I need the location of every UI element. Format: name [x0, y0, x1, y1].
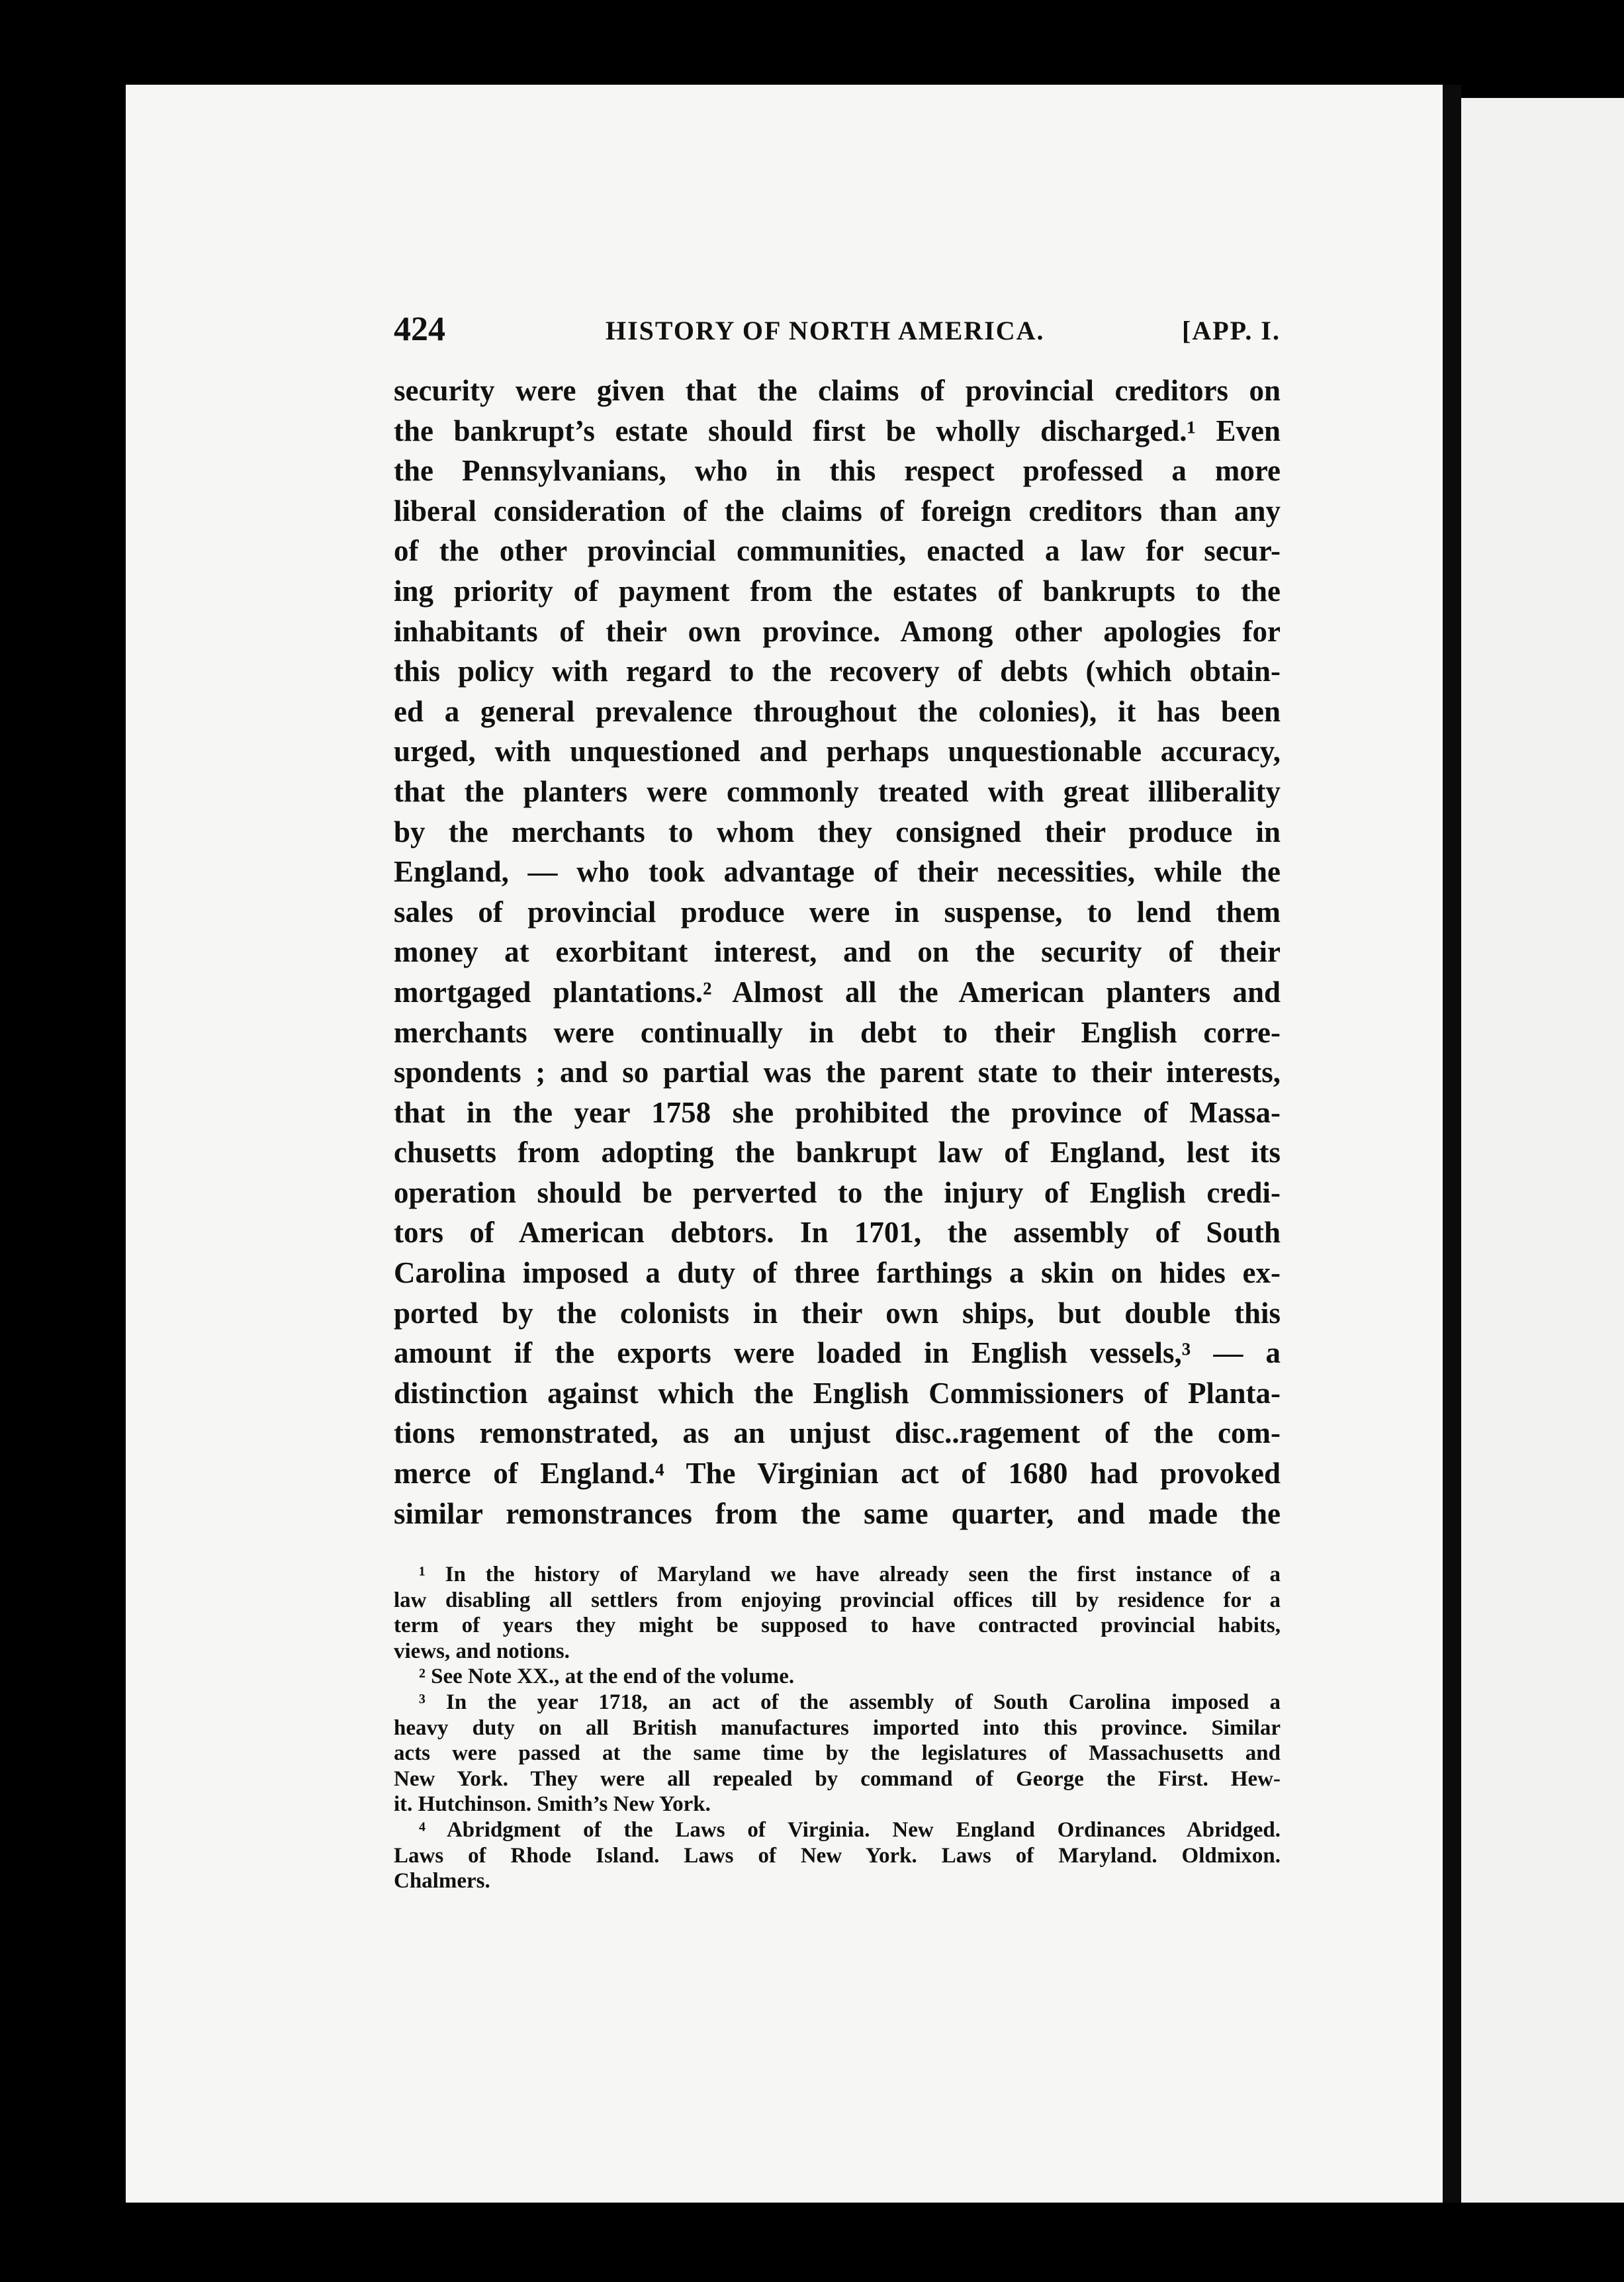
page-gutter — [1443, 85, 1461, 2203]
text-line: inhabitants of their own province. Among other apologies for — [394, 614, 1281, 648]
text-line: tors of American debtors. In 1701, the assembly of South — [394, 1216, 1281, 1250]
text-line: ed a general prevalence throughout the colonies), it has been — [394, 694, 1281, 728]
footnote-line: New York. They were all repealed by command of George the First. Hew- — [394, 1766, 1281, 1791]
footnote-line: term of years they might be supposed to have contracted provincial habits, — [394, 1614, 1281, 1638]
text-line: mortgaged plantations.² Almost all the American planters and — [394, 975, 1281, 1009]
text-line: operation should be perverted to the injury of English credi- — [394, 1175, 1281, 1209]
footnote-line: ³ In the year 1718, an act of the assembly of South Carolina imposed a — [419, 1690, 1281, 1714]
text-line: the Pennsylvanians, who in this respect professed a more — [394, 454, 1281, 488]
text-line: security were given that the claims of provincial creditors on — [394, 374, 1281, 407]
footnote-line: acts were passed at the same time by the legislatures of Massachusetts and — [394, 1741, 1281, 1766]
text-line: distinction against which the English Commissioners of Planta- — [394, 1376, 1281, 1410]
text-line: that the planters were commonly treated with great illiberality — [394, 774, 1281, 808]
text-line: money at exorbitant interest, and on the security of their — [394, 935, 1281, 969]
running-header — [394, 310, 1281, 349]
main-text — [394, 371, 1281, 1533]
footnote-line: ² See Note XX., at the end of the volume. — [419, 1665, 795, 1689]
footnote-line: heavy duty on all British manufactures imported into this province. Similar — [394, 1715, 1281, 1740]
section-label: [APP. I. — [1182, 316, 1281, 345]
text-line: the bankrupt’s estate should first be wholly discharged.¹ Even — [394, 414, 1281, 447]
text-line: amount if the exports were loaded in English vessels,³ — a — [394, 1336, 1281, 1370]
footnote-line: Laws of Rhode Island. Laws of New York. Laws of Maryland. Oldmixon. — [394, 1843, 1281, 1868]
text-line: similar remonstrances from the same quarter, and made the — [394, 1496, 1281, 1530]
text-line: tions remonstrated, as an unjust disc..ragement of the com- — [394, 1416, 1281, 1450]
text-line: Carolina imposed a duty of three farthings a skin on hides ex- — [394, 1256, 1281, 1290]
footnote-line: views, and notions. — [394, 1639, 570, 1663]
text-line: that in the year 1758 she prohibited the province of Massa- — [394, 1095, 1281, 1129]
running-title: HISTORY OF NORTH AMERICA. — [606, 316, 1045, 345]
text-line: urged, with unquestioned and perhaps unquestionable accuracy, — [394, 735, 1281, 768]
text-line: sales of provincial produce were in suspense, to lend them — [394, 895, 1281, 929]
text-line: merchants were continually in debt to their English corre- — [394, 1015, 1281, 1049]
facing-page-edge — [1461, 98, 1624, 2203]
text-line: of the other provincial communities, enacted a law for secur- — [394, 534, 1281, 568]
text-line: liberal consideration of the claims of foreign creditors than any — [394, 494, 1281, 527]
footnotes — [394, 1562, 1281, 1894]
text-line: England, — who took advantage of their necessities, while the — [394, 855, 1281, 889]
text-line: merce of England.⁴ The Virginian act of 1680 had provoked — [394, 1457, 1281, 1490]
footnote-line: Chalmers. — [394, 1869, 490, 1894]
text-line: ported by the colonists in their own ships, but double this — [394, 1296, 1281, 1330]
text-line: ing priority of payment from the estates of bankrupts to the — [394, 574, 1281, 608]
text-line: this policy with regard to the recovery of debts (which obtain- — [394, 655, 1281, 688]
text-line: by the merchants to whom they consigned their produce in — [394, 815, 1281, 848]
text-line: chusetts from adopting the bankrupt law of England, lest its — [394, 1136, 1281, 1169]
footnote-line: ⁴ Abridgment of the Laws of Virginia. New England Ordinances Abridged. — [419, 1817, 1281, 1842]
text-line: spondents ; and so partial was the parent state to their interests, — [394, 1056, 1281, 1089]
footnote-line: law disabling all settlers from enjoying provincial offices till by residence for a — [394, 1588, 1281, 1612]
page-number: 424 — [394, 310, 445, 348]
footnote-line: ¹ In the history of Maryland we have already seen the first instance of a — [419, 1563, 1281, 1586]
footnote-line: it. Hutchinson. Smith’s New York. — [394, 1792, 711, 1817]
